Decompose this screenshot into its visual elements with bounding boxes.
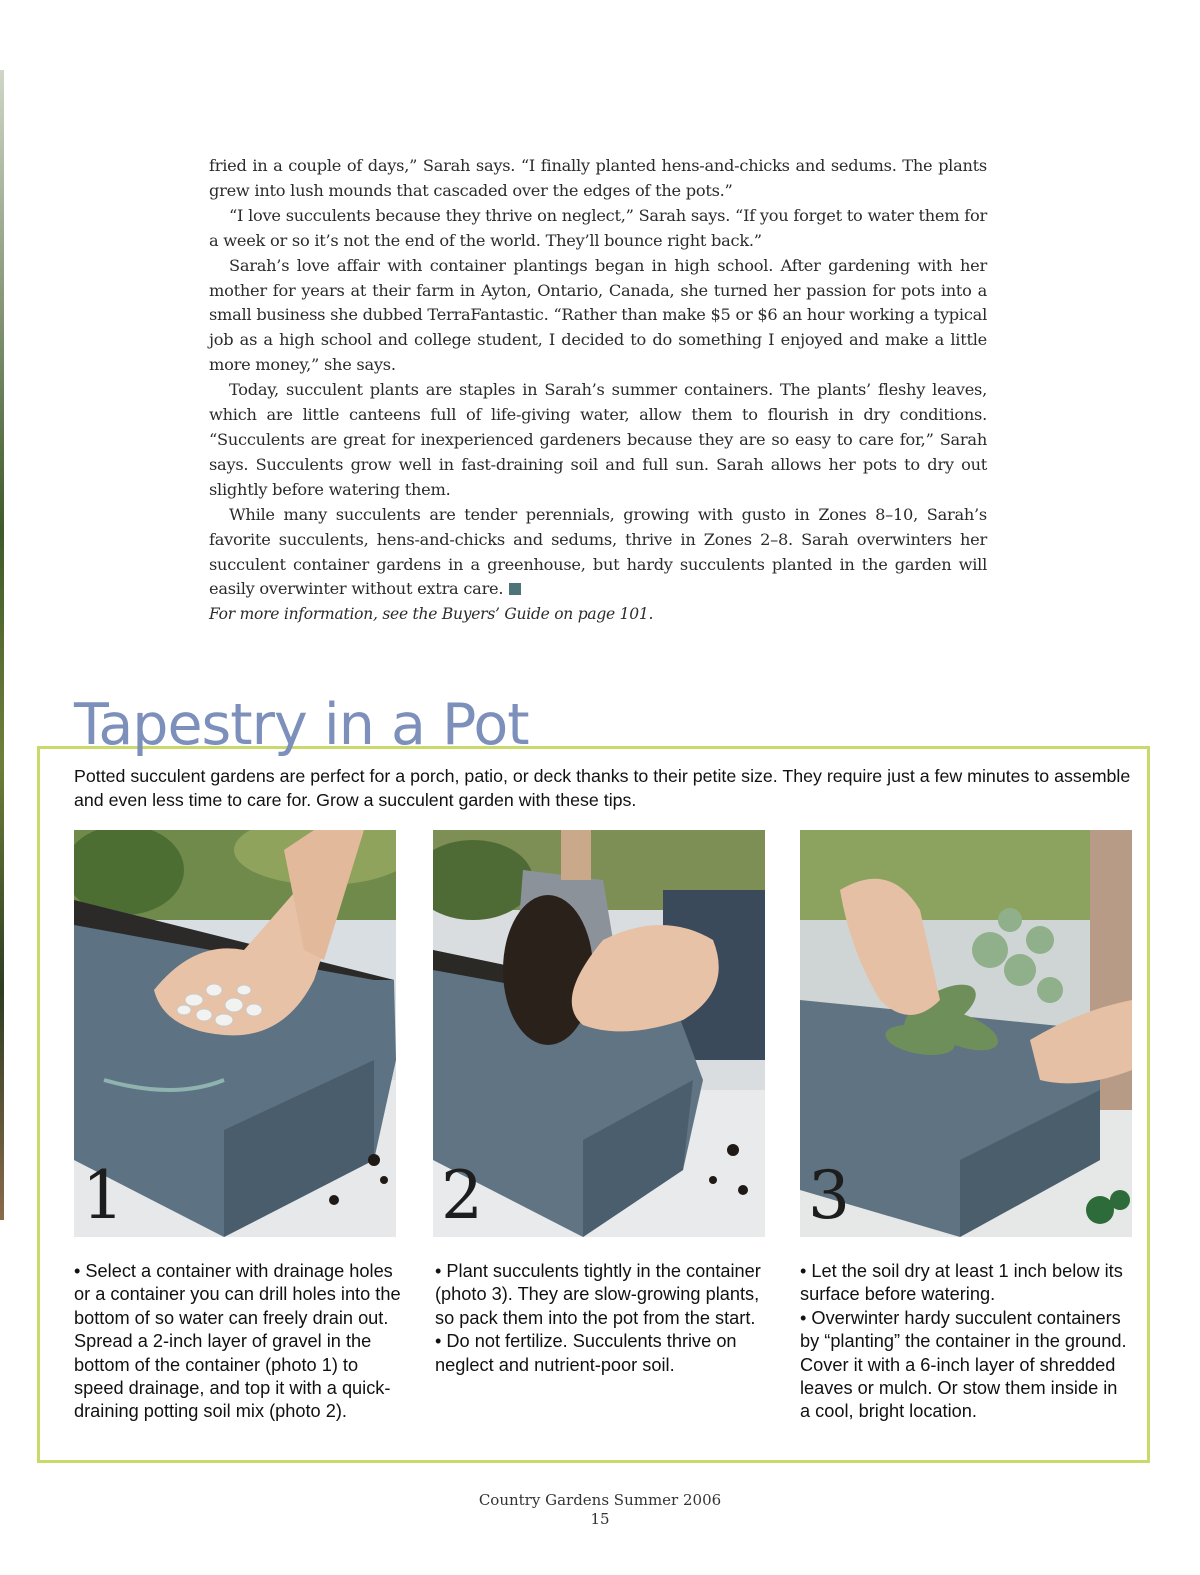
photo-number: 3 <box>808 1157 850 1234</box>
article-paragraph: “I love succulents because they thrive on neglect,” Sarah says. “If you forget to water them for a week or so it’s not the end of the world. They’ll bounce right back.” <box>209 205 987 250</box>
article-paragraph: Today, succulent plants are staples in Sarah’s summer containers. The plants’ fleshy leaves, which are little canteens full of life-giving water, allow them to flourish in dry conditions. “Succulents are great for inexperienced gardeners because they are so easy to care for,” Sarah says. Succulents grow well in fast-draining soil and full sun. Sarah allows her pots to dry out slightly before watering them. <box>209 380 987 499</box>
tip-item: • Let the soil dry at least 1 inch below its surface before watering. <box>800 1261 1123 1305</box>
photo-soil <box>433 830 765 1237</box>
buyers-guide-note: For more information, see the Buyers’ Guide on page 101. <box>209 605 654 624</box>
tips-column-3 <box>800 1260 1130 1424</box>
sidebar-intro: Potted succulent gardens are perfect for a porch, patio, or deck thanks to their petite size. They require just a few minutes to assemble and even less time to care for. Grow a succulent garden with these tips. <box>74 766 1131 810</box>
article-paragraph-text: While many succulents are tender perennials, growing with gusto in Zones 8–10, Sarah’s favorite succulents, hens-and-chicks and sedums, thrive in Zones 2–8. Sarah overwinters her succulent container gardens in a greenhouse, but hardy succulents planted in the garden will easily overwinter without extra care. <box>209 504 987 599</box>
photo-gravel <box>74 830 396 1237</box>
photo-planting <box>800 830 1132 1237</box>
tip-item: • Select a container with drainage holes or a container you can drill holes into the bottom of so water can freely drain out. Spread a 2-inch layer of gravel in the bottom of the container (photo 1) to speed drainage, and top it with a quick-draining potting soil mix (photo 2). <box>74 1261 401 1422</box>
tips-column-2 <box>435 1260 765 1377</box>
photo-number: 1 <box>82 1157 124 1234</box>
photo-number: 2 <box>441 1157 483 1234</box>
publication-name: Country Gardens Summer 2006 <box>478 1491 722 1509</box>
sidebar-title: Tapestry in a Pot <box>74 692 529 758</box>
end-mark-icon <box>509 583 521 595</box>
tip-item: • Plant succulents tightly in the container (photo 3). They are slow-growing plants, so pack them into the pot from the start. <box>435 1261 761 1328</box>
page-footer <box>0 1491 1200 1529</box>
tips-column-1 <box>74 1260 402 1424</box>
article-paragraph: Sarah’s love affair with container plantings began in high school. After gardening with her mother for years at their farm in Ayton, Ontario, Canada, she turned her passion for pots into a small business she dubbed TerraFantastic. “Rather than make $5 or $6 an hour working a typical job as a high school and college student, I decided to do something I enjoyed and make a little more money,” she says. <box>209 255 987 375</box>
page-number: 15 <box>590 1510 610 1528</box>
facing-page-edge <box>0 70 4 1220</box>
article-paragraph-last <box>209 503 987 603</box>
article-body <box>209 154 987 627</box>
article-paragraph: fried in a couple of days,” Sarah says. “I finally planted hens-and-chicks and sedums. The plants grew into lush mounds that cascaded over the edges of the pots.” <box>209 156 987 200</box>
tip-item: • Do not fertilize. Succulents thrive on neglect and nutrient-poor soil. <box>435 1331 737 1375</box>
tip-item: • Overwinter hardy succulent containers by “planting” the container in the ground. Cover it with a 6-inch layer of shredded leaves or mulch. Or stow them inside in a cool, bright location. <box>800 1307 1127 1422</box>
